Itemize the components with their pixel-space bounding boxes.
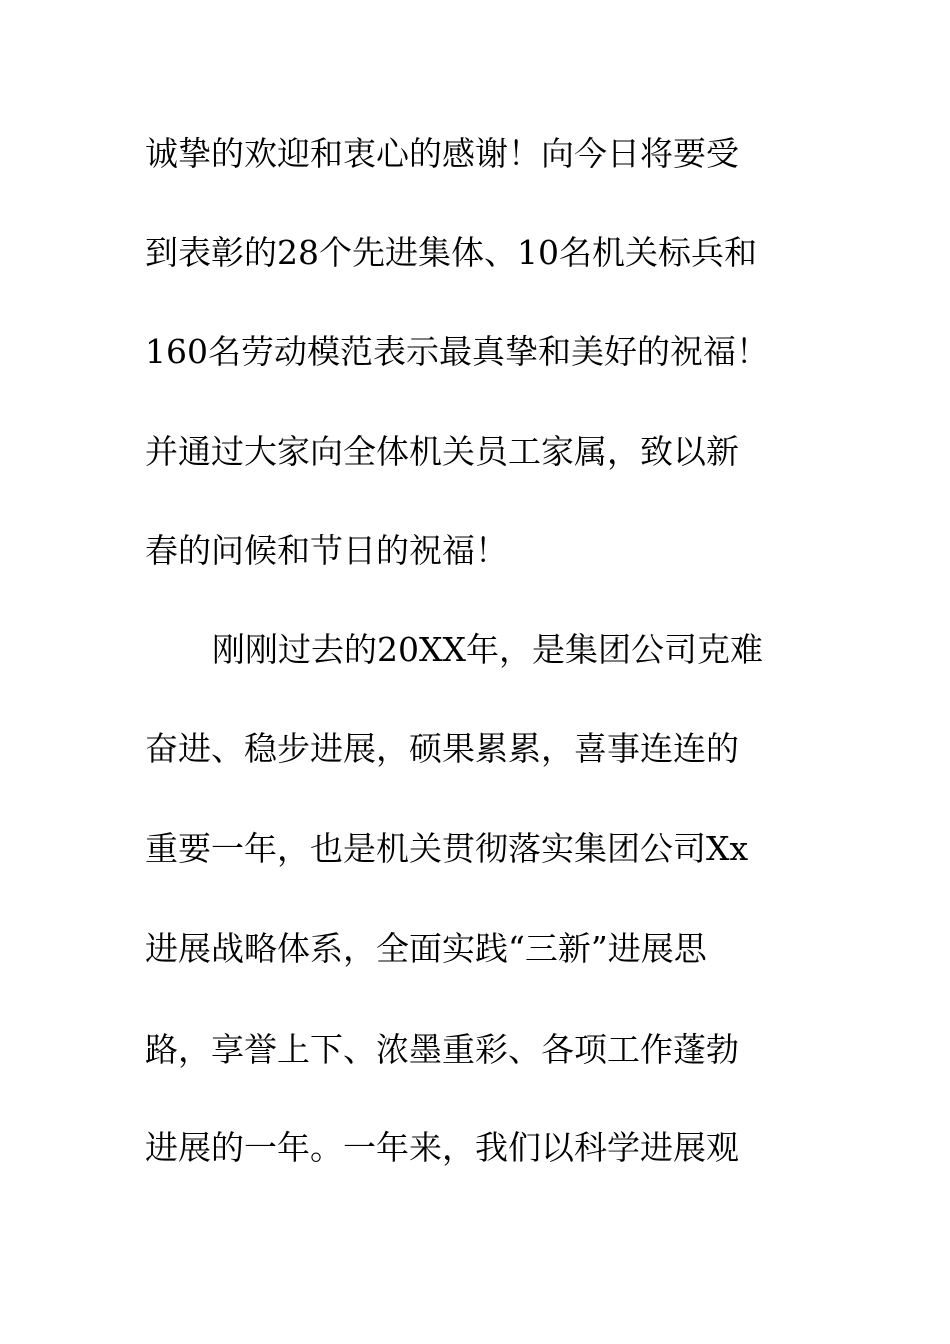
text-line-1: 诚挚的欢迎和衷心的感谢！向今日将要受 — [145, 134, 739, 173]
text-line-3: 160名劳动模范表示最真挚和美好的祝福！ — [145, 332, 769, 371]
paragraph-start-line: 刚刚过去的20XX年，是集团公司克难 — [212, 630, 763, 669]
text-line-5: 春的问候和节日的祝福！ — [145, 531, 508, 570]
text-line-9: 进展战略体系，全面实践“三新”进展思 — [145, 929, 707, 968]
text-line-11: 进展的一年。一年来，我们以科学进展观 — [145, 1128, 739, 1167]
text-line-7: 奋进、稳步进展，硕果累累，喜事连连的 — [145, 729, 739, 768]
text-line-4: 并通过大家向全体机关员工家属，致以新 — [145, 432, 739, 471]
text-line-10: 路，享誉上下、浓墨重彩、各项工作蓬勃 — [145, 1030, 739, 1069]
text-line-8: 重要一年，也是机关贯彻落实集团公司Xx — [145, 829, 749, 868]
text-line-2: 到表彰的28个先进集体、10名机关标兵和 — [145, 233, 757, 272]
